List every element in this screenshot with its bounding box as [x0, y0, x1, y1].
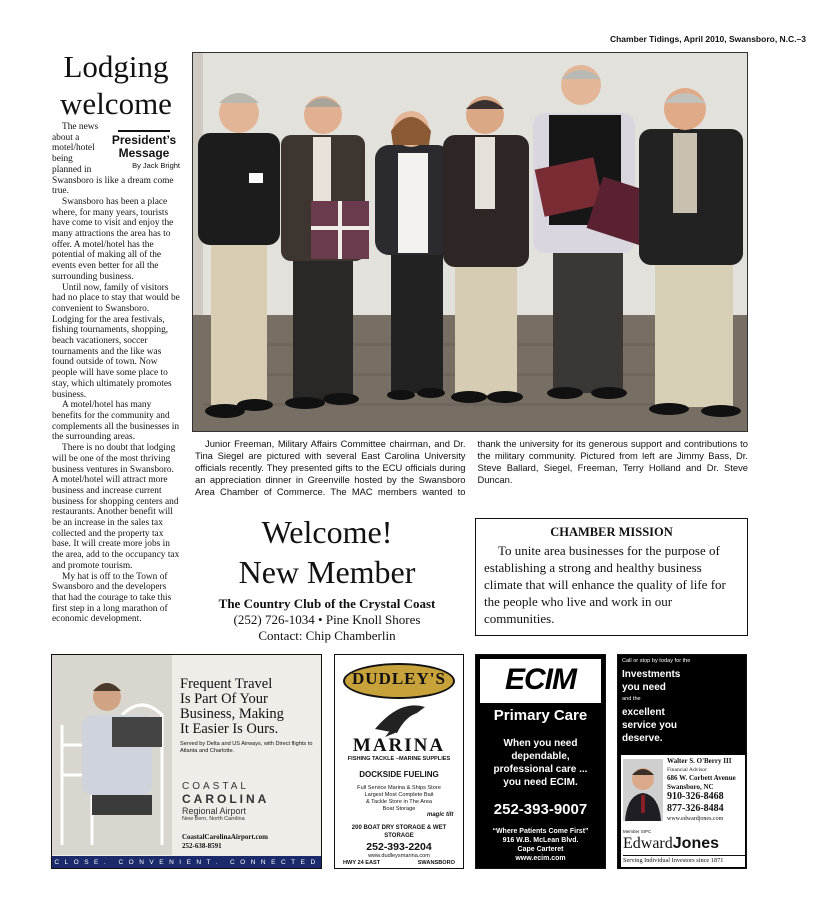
airport-logo-sub: Regional Airport [182, 806, 247, 816]
article-paragraph: Until now, family of visitors had no place to stay that would be convenient to Swansboro. Lodging for the area festivals, fishing tournaments, shopping, beach vacationers, soccer tournaments and the like was found outside of town. Now people will have some place to stay, which ultimately promotes business. [52, 282, 180, 400]
magic-tilt-badge: magic tilt [427, 812, 454, 818]
ej-advisor-info [667, 757, 745, 824]
mission-body: To unite area businesses for the purpose of establishing a strong and healthy business climate that will enhance the quality of life for the people who live and work in our communities. [484, 543, 726, 626]
marina-logo-main: MARINA [352, 735, 446, 756]
ej-service-line: excellent [622, 707, 665, 718]
photo-caption [195, 438, 748, 498]
mission-title: CHAMBER MISSION [550, 525, 673, 539]
ej-website: www.edwardjones.com [667, 816, 724, 822]
column-title [108, 134, 180, 160]
airport-headline-line: Business, Making [180, 706, 284, 722]
ecim-body [476, 737, 605, 789]
article-paragraph: My hat is off to the Town of Swansboro and the developers that had the courage to take this first step in a long marathon of economic development. [52, 571, 172, 625]
marina-service: Boat Storage [382, 806, 416, 812]
article-headline [52, 48, 180, 122]
airport-logo-top: COASTAL [182, 781, 249, 792]
airport-website: CoastalCarolinaAirport.com [182, 833, 268, 841]
column-title-line-1: President’s [111, 132, 177, 147]
airport-phone: 252-638-8591 [182, 842, 222, 850]
ecim-city: Cape Carteret [517, 846, 564, 853]
ecim-body-line: you need ECIM. [503, 777, 578, 788]
airport-logo [182, 781, 312, 822]
welcome-title: Welcome! [261, 514, 393, 550]
marina-fueling: DOCKSIDE FUELING [359, 770, 439, 779]
ecim-quote: “Where Patients Come First” [492, 828, 589, 835]
caption-text: Junior Freeman, Military Affairs Committee chairman, and Dr. Tina Siegel are pictured with several East Carolina University officials recently. They presented gifts to the ECU officials during an appreciation dinner in Greenville hosted by the Swansboro Area Chamber of Commerce. The MAC members wanted to thank the university for its generous support and contributions to the military community. Pictured from left are Jimmy Bass, Dr. Steve Ballard, Siegel, Freeman, Terry Holland and Dr. Steve Duncan. [195, 438, 748, 497]
marina-website: www.dudleysmarina.com [368, 853, 430, 859]
advisor-photo [623, 759, 663, 821]
ej-advisor-card [621, 755, 745, 867]
member-contact: Contact: Chip Chamberlin [258, 628, 396, 643]
headline-line-1: Lodging [63, 49, 169, 84]
airport-headline-line: Is Part Of Your [180, 691, 268, 707]
airport-tagline: CLOSE. CONVENIENT. CONNECTED [52, 856, 322, 869]
article-body [52, 122, 180, 625]
ej-logo-jones: Jones [672, 835, 720, 852]
ecim-logo: ECIM [505, 663, 576, 696]
ecim-phone: 252-393-9007 [493, 801, 588, 818]
ej-service-line: deserve. [622, 733, 663, 744]
ej-investments-line: you need [622, 682, 666, 693]
airport-headline [180, 677, 320, 737]
column-title-line-2: Message [118, 145, 170, 160]
group-photo-illustration [193, 53, 748, 432]
group-photo [192, 52, 748, 432]
ecim-website: www.ecim.com [515, 855, 566, 862]
ecim-contact [476, 827, 605, 863]
marlin-icon [365, 699, 435, 737]
byline: By Jack Bright [132, 160, 180, 170]
person-figure [443, 96, 529, 403]
member-name: The Country Club of the Crystal Coast [218, 596, 436, 611]
page-header: Chamber Tidings, April 2010, Swansboro, N.C.–3 [609, 34, 806, 44]
marina-service: Largest Most Complete Bait [364, 792, 434, 798]
article-paragraph: The news about a motel/hotel being planned in Swansboro is like a dream come true. [52, 122, 174, 197]
ej-logo-edward: Edward [623, 835, 673, 852]
marina-service: Full Service Marina & Ships Store [357, 785, 441, 791]
ej-advisor-name: Walter S. O'Berry III [667, 757, 732, 765]
ecim-body-line: professional care ... [493, 764, 588, 775]
ej-investments [622, 668, 680, 694]
article-paragraph: A motel/hotel has many benefits for the community and complements all the businesses in the surrounding areas. [52, 400, 180, 443]
article-paragraph: Swansboro has been a place where, for many years, tourists have come to visit and enjoy the many attractions the area has to offer. A motel/hotel has the potential of making all of the events even better for all the surrounding business. [52, 196, 174, 282]
marina-storage: 200 BOAT DRY STORAGE & WET STORAGE [351, 825, 447, 839]
edward-jones-ad [617, 654, 747, 869]
marina-services [339, 785, 459, 813]
marina-phone: 252-393-2204 [366, 841, 432, 853]
welcome-subtitle: New Member [238, 554, 416, 590]
airport-ad [51, 654, 322, 869]
headline-line-2: welcome [60, 86, 172, 121]
ecim-body-line: dependable, [511, 751, 570, 762]
ej-city: Swansboro, NC [667, 782, 714, 791]
ej-address: 686 W. Corbett Avenue [667, 774, 736, 782]
ecim-ad [475, 654, 606, 869]
airport-contact [182, 833, 268, 851]
ej-service [622, 706, 677, 745]
ej-intro: Call or stop by today for the [622, 658, 691, 664]
marina-service: & Tackle Store in The Area [365, 799, 433, 805]
ej-service-line: service you [622, 720, 678, 731]
ej-member: Member SIPC [623, 829, 652, 834]
marina-hwy: HWY 24 EAST [343, 860, 381, 866]
presidents-message-box [108, 130, 180, 171]
airport-logo-main: CAROLINA [182, 792, 270, 806]
airport-served-text: Served by Delta and US Airways, with Direct flights to Atlanta and Charlotte. [180, 741, 313, 754]
article-paragraph: There is no doubt that lodging will be one of the most thriving business ventures in Swansboro. A motel/hotel will attract more business and increase current business for shopping centers and restaurants. Another benefit will be an increase in the sales tax collected and the property tax base. It will create more jobs in the area, add to the occupancy tax and promote tourism. [52, 443, 180, 571]
member-phone-location: (252) 726-1034 • Pine Knoll Shores [233, 612, 421, 627]
ecim-address: 916 W.B. McLean Blvd. [502, 837, 579, 844]
ej-and: and the [622, 696, 641, 702]
edward-jones-logo [623, 835, 719, 853]
ej-investments-line: Investments [622, 669, 681, 680]
welcome-new-member [196, 512, 458, 644]
marina-logo-name: DUDLEY'S [352, 669, 446, 688]
airport-headline-line: Frequent Travel [180, 676, 273, 692]
divider [118, 130, 170, 132]
marina-subtitle: FISHING TACKLE –MARINE SUPPLIES [347, 756, 451, 762]
ej-phone: 877-326-8484 [667, 803, 724, 814]
marina-town: SWANSBORO [417, 860, 455, 866]
ecim-body-line: When you need [503, 738, 578, 749]
airport-location: New Bern, North Carolina [182, 816, 245, 822]
ej-tagline: Serving Individual Investors since 1871 [623, 855, 745, 864]
chamber-mission-box [475, 518, 748, 636]
ej-advisor-role: Financial Advisor [667, 766, 707, 773]
marina-ad [334, 654, 464, 869]
ecim-title: Primary Care [493, 707, 588, 724]
airport-headline-line: It Easier Is Ours. [180, 721, 279, 737]
ej-phone: 910-326-8468 [667, 791, 724, 802]
